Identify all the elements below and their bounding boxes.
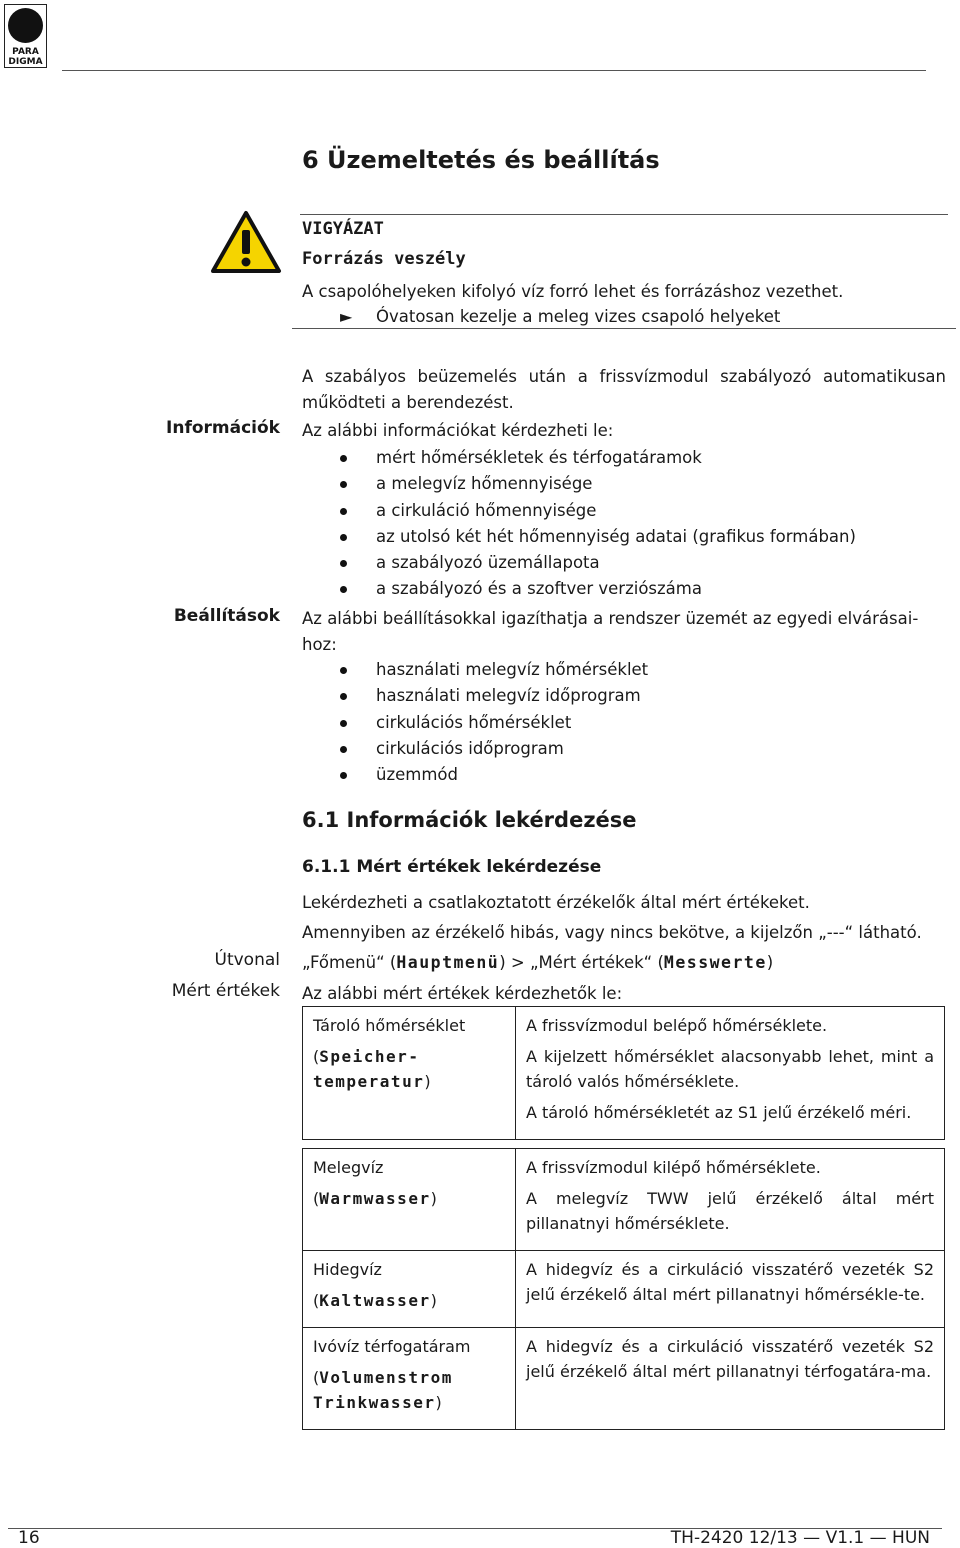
logo-circle — [8, 8, 43, 43]
bullet-icon — [340, 746, 347, 753]
intro-paragraph: A szabályos beüzemelés után a frissvízmodul szabályozó automatikusan működteti a berendezést. — [302, 367, 946, 412]
table-cell-name: Tároló hőmérséklet (Speicher- temperatur) — [303, 1007, 516, 1140]
table-cell-desc: A hidegvíz és a cirkuláció visszatérő vezeték S2 jelű érzékelő által mért pillanatnyi hőmérsékle-te. — [516, 1251, 945, 1328]
measured-values-table-2 — [302, 1148, 945, 1430]
menu-route: „Főmenü“ (Hauptmenü) > „Mért értékek“ (Messwerte) — [302, 953, 774, 972]
warning-text: A csapolóhelyeken kifolyó víz forró lehet és forrázáshoz vezethet. — [302, 282, 844, 301]
bullet-icon — [340, 534, 347, 541]
logo-text-line1: PARA — [12, 47, 39, 57]
list-item: cirkulációs időprogram — [302, 736, 942, 762]
list-item: mért hőmérsékletek és térfogatáramok — [302, 445, 942, 471]
list-item: a cirkuláció hőmennyisége — [302, 498, 942, 524]
section-6-1-heading: 6.1 Információk lekérdezése — [302, 808, 637, 832]
side-label-settings: Beállítások — [173, 606, 280, 626]
bullet-icon — [340, 455, 347, 462]
table-cell-name: Ivóvíz térfogatáram (Volumenstrom Trinkwasser) — [303, 1328, 516, 1430]
table-cell-name: Melegvíz (Warmwasser) — [303, 1149, 516, 1251]
bullet-icon — [340, 481, 347, 488]
bullet-icon — [340, 586, 347, 593]
header-rule — [62, 70, 926, 71]
settings-lead-line1: Az alábbi beállításokkal igazíthatja a rendszer üzemét az egyedi elvárásai- — [302, 609, 919, 628]
info-list — [302, 445, 942, 603]
logo-text-line2: DIGMA — [8, 57, 43, 67]
arrow-right-icon: ► — [340, 307, 353, 326]
table-cell-desc: A hidegvíz és a cirkuláció visszatérő vezeték S2 jelű érzékelő által mért pillanatnyi térfogatára-ma. — [516, 1328, 945, 1430]
page-number: 16 — [18, 1528, 40, 1548]
chapter-title: 6 Üzemeltetés és beállítás — [302, 146, 660, 174]
table-row — [303, 1328, 945, 1430]
bullet-icon — [340, 693, 347, 700]
document-id: TH-2420 12/13 — V1.1 — HUN — [670, 1528, 930, 1548]
menu-code-hauptmenu: Hauptmenü — [396, 953, 500, 972]
bullet-icon — [340, 772, 347, 779]
list-item: üzemmód — [302, 762, 942, 788]
list-item: a melegvíz hőmennyisége — [302, 471, 942, 497]
table-row — [303, 1251, 945, 1328]
section-6-1-1-heading: 6.1.1 Mért értékek lekérdezése — [302, 857, 602, 877]
side-label-route: Útvonal — [214, 950, 280, 970]
warning-title: VIGYÁZAT — [302, 219, 384, 239]
settings-list — [302, 657, 942, 788]
warning-triangle-icon — [210, 210, 282, 274]
settings-lead-line2: hoz: — [302, 635, 337, 654]
paradigma-logo — [4, 4, 47, 68]
warning-subtitle: Forrázás veszély — [302, 249, 466, 269]
paragraph-sensor-error: Amennyiben az érzékelő hibás, vagy nincs bekötve, a kijelzőn „---“ látható. — [302, 923, 922, 942]
list-item: használati melegvíz időprogram — [302, 683, 942, 709]
list-item: a szabályozó üzemállapota — [302, 550, 942, 576]
menu-code-messwerte: Messwerte — [663, 953, 767, 972]
bullet-icon — [340, 508, 347, 515]
bullet-icon — [340, 667, 347, 674]
info-lead: Az alábbi információkat kérdezheti le: — [302, 421, 614, 440]
list-item: használati melegvíz hőmérséklet — [302, 657, 942, 683]
list-item: cirkulációs hőmérséklet — [302, 710, 942, 736]
bullet-icon — [340, 560, 347, 567]
table-cell-desc: A frissvízmodul kilépő hőmérséklete. A melegvíz TWW jelű érzékelő által mért pillanatnyi hőmérséklete. — [516, 1149, 945, 1251]
warning-action: Óvatosan kezelje a meleg vizes csapoló helyeket — [376, 307, 781, 326]
table-row — [303, 1007, 945, 1140]
list-item: az utolsó két hét hőmennyiség adatai (grafikus formában) — [302, 524, 942, 550]
warning-bottom-rule — [292, 328, 956, 329]
warning-top-rule — [300, 214, 948, 215]
table-cell-desc: A frissvízmodul belépő hőmérséklete. A kijelzett hőmérséklet alacsonyabb lehet, mint a tároló valós hőmérséklete. A tároló hőmérsékletét az S1 jelű érzékelő méri. — [516, 1007, 945, 1140]
measured-lead: Az alábbi mért értékek kérdezhetők le: — [302, 984, 623, 1003]
bullet-icon — [340, 720, 347, 727]
paragraph-measured-values: Lekérdezheti a csatlakoztatott érzékelők által mért értékeket. — [302, 893, 810, 912]
side-label-measured: Mért értékek — [171, 981, 280, 1001]
table-row — [303, 1149, 945, 1251]
side-label-info: Információk — [166, 418, 280, 438]
table-cell-name: Hidegvíz (Kaltwasser) — [303, 1251, 516, 1328]
measured-values-table-1 — [302, 1006, 945, 1140]
list-item: a szabályozó és a szoftver verziószáma — [302, 576, 942, 602]
